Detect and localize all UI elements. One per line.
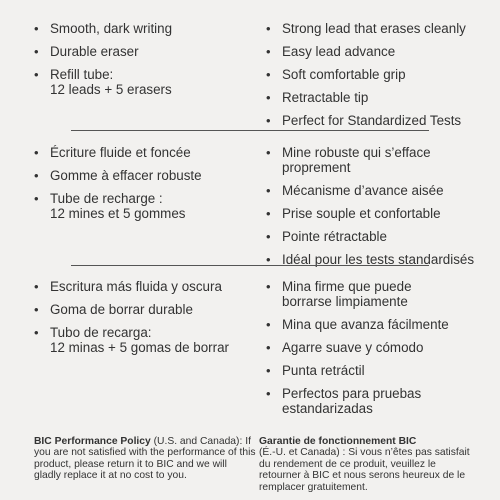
feature-item: • Goma de borrar durable <box>34 302 249 317</box>
english-features-right <box>266 21 496 136</box>
feature-item: • Easy lead advance <box>266 44 496 59</box>
feature-item: • Strong lead that erases cleanly <box>266 21 496 36</box>
policy-title: BIC Performance Policy <box>34 436 151 447</box>
feature-item: • Pointe rétractable <box>266 229 496 244</box>
feature-item: • Mécanisme d’avance aisée <box>266 183 496 198</box>
feature-item: • Punta retráctil <box>266 363 496 378</box>
policy-region: (U.S. and Canada): <box>150 436 243 447</box>
french-features-right <box>266 145 496 275</box>
feature-item: • Gomme à effacer robuste <box>34 168 249 183</box>
spanish-features-right <box>266 279 496 424</box>
feature-item: • Mina firme que puede borrarse limpiamente <box>266 279 496 309</box>
policy-title: Garantie de fonctionnement BIC <box>259 436 417 447</box>
feature-item: • Perfect for Standardized Tests <box>266 113 496 128</box>
section-divider <box>71 265 429 266</box>
feature-item: • Durable eraser <box>34 44 249 59</box>
feature-item: • Prise souple et confortable <box>266 206 496 221</box>
feature-item: • Écriture fluide et foncée <box>34 145 249 160</box>
feature-item: • Mina que avanza fácilmente <box>266 317 496 332</box>
feature-item: • Refill tube: 12 leads + 5 erasers <box>34 67 249 97</box>
feature-item: • Perfectos para pruebas estandarizadas <box>266 386 496 416</box>
policy-body: If you are not satisfied with the performance of this product, please return it to BIC and we will gladly replace it at no cost to you. <box>34 436 256 482</box>
policy-body: (É.-U. et Canada) : Si vous n’êtes pas satisfait du rendement de ce produit, veuillez le retourner à BIC et nous serons heureux de le remplacer gratuitement. <box>259 447 470 493</box>
feature-item: • Tubo de recarga: 12 minas + 5 gomas de borrar <box>34 325 249 355</box>
feature-item: • Tube de recharge : 12 mines et 5 gommes <box>34 191 249 221</box>
feature-item: • Idéal pour les tests standardisés <box>266 252 496 267</box>
section-divider <box>71 130 429 131</box>
french-features-left <box>34 145 249 229</box>
spanish-features-left <box>34 279 249 363</box>
feature-item: • Soft comfortable grip <box>266 67 496 82</box>
feature-item: • Smooth, dark writing <box>34 21 249 36</box>
performance-policy-english <box>34 436 256 482</box>
feature-item: • Escritura más fluida y oscura <box>34 279 249 294</box>
performance-policy-french <box>259 436 474 493</box>
feature-item: • Mine robuste qui s’efface proprement <box>266 145 496 175</box>
feature-item: • Agarre suave y cómodo <box>266 340 496 355</box>
feature-item: • Retractable tip <box>266 90 496 105</box>
english-features-left <box>34 21 249 105</box>
